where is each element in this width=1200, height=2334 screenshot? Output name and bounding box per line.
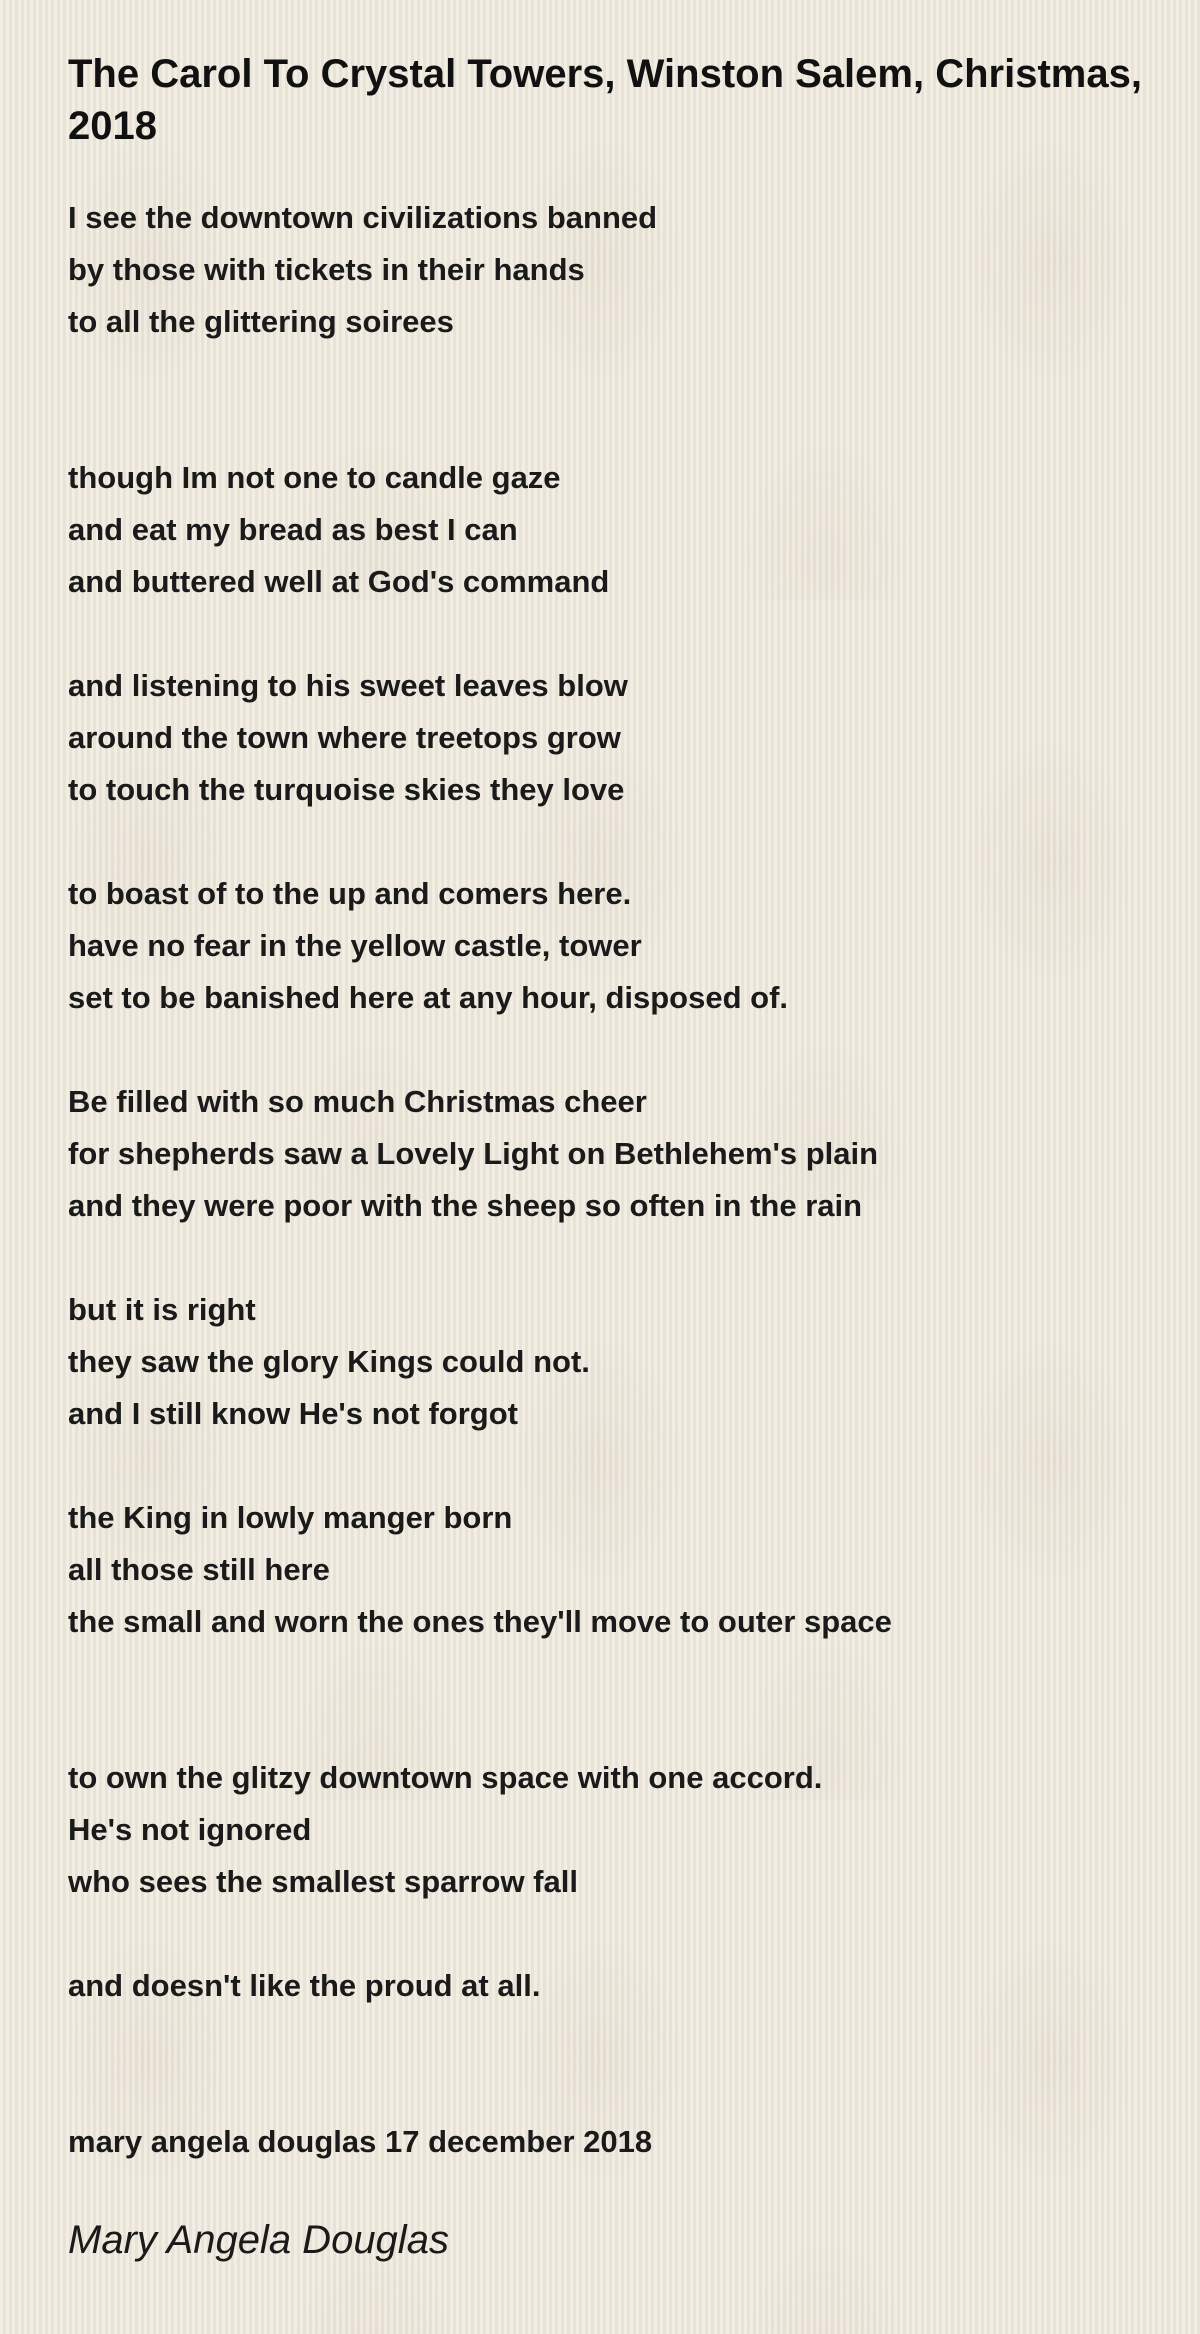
poem-line: I see the downtown civilizations banned: [68, 200, 658, 235]
poem-line: they saw the glory Kings could not.: [68, 1344, 590, 1379]
poem-line: by those with tickets in their hands: [68, 252, 585, 287]
poem-line: to all the glittering soirees: [68, 304, 454, 339]
stanza-break: [68, 1232, 1148, 1284]
poem-title: The Carol To Crystal Towers, Winston Salem, Christmas, 2018: [68, 52, 1142, 148]
stanza-break: [68, 400, 1148, 452]
poem-line: but it is right: [68, 1292, 256, 1327]
poem-line: though Im not one to candle gaze: [68, 460, 561, 495]
poem-line: and I still know He's not forgot: [68, 1396, 518, 1431]
poem-page: [68, 48, 1148, 2266]
poem-line: set to be banished here at any hour, disposed of.: [68, 980, 789, 1015]
stanza-break: [68, 1024, 1148, 1076]
poem-body: [68, 192, 1148, 2168]
stanza-break: [68, 1700, 1148, 1752]
stanza-break: [68, 348, 1148, 400]
poem-line: around the town where treetops grow: [68, 720, 621, 755]
stanza-break: [68, 2064, 1148, 2116]
poem-line: who sees the smallest sparrow fall: [68, 1864, 578, 1899]
poem-line: have no fear in the yellow castle, tower: [68, 928, 642, 963]
stanza-break: [68, 1648, 1148, 1700]
poem-line: and doesn't like the proud at all.: [68, 1968, 541, 2003]
poem-line: to touch the turquoise skies they love: [68, 772, 625, 807]
stanza-break: [68, 608, 1148, 660]
poem-line: the King in lowly manger born: [68, 1500, 513, 1535]
poem-line: and eat my bread as best I can: [68, 512, 518, 547]
stanza-break: [68, 2012, 1148, 2064]
poem-author: Mary Angela Douglas: [68, 2218, 449, 2262]
poem-line: Be filled with so much Christmas cheer: [68, 1084, 647, 1119]
poem-line: mary angela douglas 17 december 2018: [68, 2124, 653, 2159]
poem-line: for shepherds saw a Lovely Light on Bethlehem's plain: [68, 1136, 879, 1171]
stanza-break: [68, 816, 1148, 868]
poem-line: to boast of to the up and comers here.: [68, 876, 632, 911]
stanza-break: [68, 1908, 1148, 1960]
poem-line: and they were poor with the sheep so often in the rain: [68, 1188, 863, 1223]
poem-line: He's not ignored: [68, 1812, 312, 1847]
poem-line: and listening to his sweet leaves blow: [68, 668, 628, 703]
stanza-break: [68, 1440, 1148, 1492]
poem-line: and buttered well at God's command: [68, 564, 610, 599]
poem-line: the small and worn the ones they'll move to outer space: [68, 1604, 892, 1639]
poem-line: to own the glitzy downtown space with one accord.: [68, 1760, 823, 1795]
poem-line: all those still here: [68, 1552, 330, 1587]
